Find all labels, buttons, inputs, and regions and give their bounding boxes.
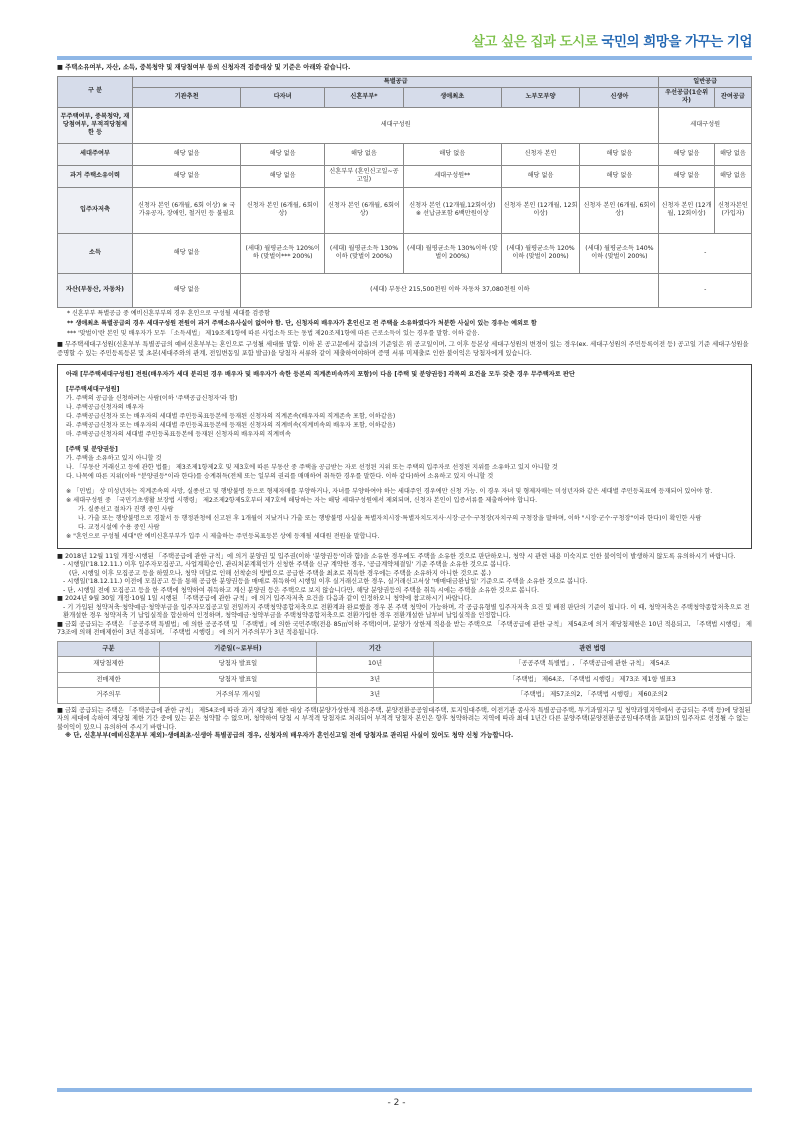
table-cell: 당첨자 발표일 (160, 672, 317, 688)
footer-rule (57, 1088, 752, 1092)
col-header: 노부모부양 (501, 87, 580, 107)
table-cell: 거주의무 개시일 (160, 688, 317, 704)
row-label: 무주택여부, 중복청약, 재당첨여부, 부적격당첨제한 등 (58, 107, 133, 143)
table-cell: 신혼부부 (혼인신고일~공고일) (325, 165, 404, 187)
table-cell: 3년 (317, 672, 434, 688)
row-label: 과거 주택소유이력 (58, 165, 133, 187)
paragraph: - 시행일('18.12.11.) 이후 입주자모집공고, 사업계획승인, 관리처분계획인가 신청한 주택을 신규 계약한 경우, '공급계약체결일' 기준 주택을 소유한 것으로 봅니다. (63, 561, 511, 569)
table-cell: 「주택법」 제64조, 「주택법 시행령」 제73조 제1항 별표3 (434, 672, 752, 688)
col-header: 관련 법령 (434, 641, 752, 657)
table-cell: - (659, 273, 752, 307)
table-cell: 해당 없음 (325, 143, 404, 165)
page-header (57, 21, 752, 51)
table-cell: 신청자 본인 (12개월, 12회이상) (659, 187, 714, 233)
row-label: 입주자저축 (58, 187, 133, 233)
header-rule (57, 56, 752, 60)
table-cell: 해당 없음 (133, 143, 241, 165)
table-cell: 해당 없음 (403, 143, 501, 165)
table-cell: 세대구성원 (659, 107, 752, 143)
box-note: ※ 세대구성원 중 「국민기초생활 보장법 시행령」 제2조제2항제5호부터 제7호에 해당하는 자는 해당 세대구성원에서 제외되며, 신청자 본인이 입증서류를 제출하여야 합니다. (66, 497, 538, 505)
restriction-table (57, 641, 752, 704)
paragraph: (단, 시행일 이후 모집공고 등을 하였으나, 청약 미달로 인해 선착순의 방법으로 공급한 주택을 최초로 취득한 경우에는 주택을 소유하지 아니한 것으로 봄.) (69, 569, 491, 577)
table-cell: 3년 (317, 688, 434, 704)
table-cell: 신청자 본인 (6개월, 6회이상) (241, 187, 325, 233)
table-cell: 재당첨제한 (58, 657, 160, 673)
table-cell: 당첨자 발표일 (160, 657, 317, 673)
table-cell: 해당 없음 (241, 165, 325, 187)
table-cell: 신청자 본인 (6개월, 6회 이상) ※ 국가유공자, 장애인, 철거민 등 불필요 (133, 187, 241, 233)
table-note: *** '맞벌이'란 본인 및 배우자가 모두 「소득세법」 제19조제1항에 따른 사업소득 또는 동법 제20조제1항에 따른 근로소득이 있는 경우를 말함. 이하 같음. (67, 330, 480, 338)
col-header: 잔여공급 (714, 87, 751, 107)
col-header: 기간 (317, 641, 434, 657)
table-cell: 해당 없음 (133, 233, 241, 273)
table-cell: 「주택법」 제57조의2, 「주택법 시행령」 제60조의2 (434, 688, 752, 704)
col-header: 구분 (58, 641, 160, 657)
table-cell: 신청자 본인 (12개월,12회이상) ※ 선납금포함 6백만원이상 (403, 187, 501, 233)
col-header: 기준일(~로부터) (160, 641, 317, 657)
col-header: 다자녀 (241, 87, 325, 107)
table-cell: (세대) 월평균소득 120%이하 (맞벌이*** 200%) (241, 233, 325, 273)
list-item: 다. 나목에 따른 지위(이하 "분양권등"이라 한다)를 승계취득(전체 또는 일부의 권리를 매매하여 취득한 경우를 말한다. 이하 같다)하여 소유하고 있지 아니할 것 (66, 473, 494, 481)
list-item: 다. 주택공급신청자 또는 배우자의 세대별 주민등록표등본에 등재된 신청자의 직계존속(배우자의 직계존속 포함, 이하같음) (66, 413, 396, 421)
intro-text: ■ 주택소유여부, 자산, 소득, 중복청약 및 재당첨여부 등의 신청자격 검증대상 및 기준은 아래와 같습니다. (57, 64, 351, 71)
table-cell: 해당 없음 (580, 165, 659, 187)
paragraph: ■ 무주택세대구성원(신혼부부 특별공급의 예비신혼부부는 혼인으로 구성될 세대를 말함. 이하 본 공고문에서 같음)의 기준일은 위 공고일이며, 그 이후 등본상 세대구성원의 변경이 있는 경우(ex. 세대구성원의 주민등록이전 등) 공고일 기준 세대구성원을 증명할 수 있는 주민등록등본 및 초본(세대주와의 관계, 전입변동일 포함 발급)을 당첨자 서류와 같이 제출하여야하며 증명 서류 미제출로 인한 불이익은 당첨자에게 있습니다. (57, 341, 749, 357)
table-cell: 신청자 본인 (6개월, 6회이상) (325, 187, 404, 233)
paragraph: - 기 가입된 청약저축·청약예금·청약부금을 입주자모집공고일 전일까지 주택청약종합저축으로 전환계좌 완료했을 경우 본 주택 청약이 가능하며, 각 공급유형별 입주자저축 요건 및 배점 판단의 기준이 됩니다. 이 때, 청약저축은 주택청약종합저축으로 전환개설한 경우 청약저축 기 납입실적을 합산하여 인정하며, 청약예금·청약부금을 주택청약종합저축으로 전환가입한 경우 전환개설한 납부비 납입실적을 인정합니다. (63, 603, 750, 620)
table-cell: 해당 없음 (714, 165, 751, 187)
table-note: * 신혼부부 특별공급 중 예비신혼부부의 경우 혼인으로 구성될 세대를 검증함 (67, 309, 270, 317)
list-item: 가. 주택의 공급을 신청하려는 사람(이하 '주택공급신청자'라 함) (66, 395, 238, 403)
table-cell: (세대) 월평균소득 130%이하 (맞벌이 200%) (325, 233, 404, 273)
table-cell: 10년 (317, 657, 434, 673)
group-special: 특별공급 (133, 76, 659, 87)
list-item: 나. 「부동산 거래신고 등에 관한 법률」 제3조제1항제2호 및 제3호에 따른 부동산 중 주택을 공급받는 자로 선정된 지위 또는 주택의 입주자로 선정된 지위를 소유하고 있지 아니할 것 (66, 464, 558, 472)
table-note: ** 생애최초 특별공급의 경우 세대구성원 전원이 과거 주택소유사실이 없어야 함. 단, 신청자의 배우자가 혼인신고 전 주택을 소유하였다가 처분한 사실이 있는 경우는 예외로 함 (67, 319, 537, 327)
table-cell: 신청자 본인 (501, 143, 580, 165)
table-cell: 신청자 본인 (12개월, 12회이상) (501, 187, 580, 233)
table-cell: 해당 없음 (133, 273, 241, 307)
box-note: ※ 「민법」 상 미성년자는 직계존속의 사망, 실종선고 및 행방불명 등으로 형제자매를 부양하거나, 자녀를 부양하여야 하는 세대주인 경우에만 신청 가능. 이 경우 자녀 및 형제자매는 미성년자와 같은 세대별 주민등록표에 등재되어 있어야 함. (66, 488, 713, 496)
table-cell: 해당 없음 (659, 165, 714, 187)
box-heading: [무주택세대구성원] (66, 386, 120, 394)
table-cell: 신청자 본인 (6개월, 6회이상) (580, 187, 659, 233)
col-gubun: 구 분 (58, 76, 133, 107)
table-cell: 해당 없음 (659, 143, 714, 165)
eligibility-table (57, 76, 752, 308)
table-cell: 세대구성원** (403, 165, 501, 187)
col-header: 신혼부부* (325, 87, 404, 107)
col-header: 신생아 (580, 87, 659, 107)
table-cell: (세대) 월평균소득 140%이하 (맞벌이 200%) (580, 233, 659, 273)
table-cell: 해당 없음 (133, 165, 241, 187)
table-cell: 「공공주택 특별법」, 「주택공급에 관한 규칙」 제54조 (434, 657, 752, 673)
table-cell: 해당 없음 (580, 143, 659, 165)
table-cell: 전매제한 (58, 672, 160, 688)
table-cell: (세대) 월평균소득 130%이하 (맞벌이 200%) (403, 233, 501, 273)
paragraph: ■ 금회 공급되는 주택은 「주택공급에 관한 규칙」 제54조에 따라 과거 재당첨 제한 대상 주택(분양가상한제 적용주택, 분양전환공공임대주택, 토지임대주택, 이전기관 종사자 특별공급주택, 투기과열지구 및 청약과열지역에서 공급되는 주택 등)에 당첨된 자의 세대에 속하여 재당첨 제한 기간 중에 있는 분은 청약할 수 없으며, 청약하여 당첨 시 부적격 당첨자로 처리되어 부적격 당첨자 본인은 향후 청약하려는 지역에 따라 최대 1년간 다른 분양주택(분양전환공공임대주택을 포함)의 입주자로 선정될 수 없는 불이익이 있으니 유의하여 주시기 바랍니다. (57, 706, 751, 731)
box-intro: 아래 [무주택세대구성원] 전원(배우자가 세대 분리된 경우 배우자 및 배우자가 속한 등본의 직계존비속까지 포함)이 다음 [주택 및 분양권등] 각목의 요건을 모두 갖춘 경우 무주택자로 판단 (66, 371, 575, 379)
paragraph: ■ 2024년 9월 30일 개정·10월 1일 시행된 「주택공급에 관한 규칙」에 의거 입주자저축 요건을 다음과 같이 인정하오니 청약에 참고하시기 바랍니다. (57, 595, 472, 603)
paragraph: ■ 금회 공급되는 주택은 「공공주택 특별법」에 의한 공공주택 및 「주택법」에 의한 국민주택(전용 85㎡이하 주택)이며, 분양가 상한제 적용을 받는 주택으로 「주택공급에 관한 규칙」 제54조에 의거 재당첨제한은 10년 적용되고, 「주택법 시행령」 제73조에 의해 전매제한이 3년 적용되며, 「주택법 시행령」 에 의거 거주의무가 3년 적용됩니다. (57, 620, 752, 637)
paragraph: ■ 2018년 12월 11일 개정·시행된 「주택공급에 관한 규칙」에 의거 분양권 및 입주권(이하 '분양권등'이라 함)을 소유한 경우에도 주택을 소유한 것으로 판단하오니, 청약 시 관련 내용 미숙지로 인한 불이익이 발생하지 않도록 유의하시기 바랍니다. (57, 552, 736, 560)
document-body (57, 64, 752, 741)
col-header: 생애최초 (403, 87, 501, 107)
table-cell: 해당 없음 (501, 165, 580, 187)
list-item: 라. 주택공급신청자 또는 배우자의 세대별 주민등록표등본에 등재된 신청자의 직계비속(직계비속의 배우자 포함, 이하같음) (66, 422, 396, 430)
table-cell: 신청자본인 (가입자) (714, 187, 751, 233)
box-note: ※ "혼인으로 구성될 세대"란 예비신혼부부가 입주 시 제출하는 주민등록표등본 상에 등재될 세대원 전원을 말합니다. (66, 532, 380, 540)
row-label: 소득 (58, 233, 133, 273)
table-cell: - (659, 233, 752, 273)
table-cell: 해당 없음 (241, 143, 325, 165)
row-label: 자산(부동산, 자동차) (58, 273, 133, 307)
box-heading: [주택 및 분양권등] (66, 446, 118, 454)
notice-box (57, 364, 752, 549)
slogan: 살고 싶은 집과 도시로 국민의 희망을 가꾸는 기업 (471, 34, 752, 50)
box-note: 다. 교정시설에 수용 중인 사람 (78, 524, 160, 531)
list-item: 나. 주택공급신청자의 배우자 (66, 404, 144, 412)
box-note: 나. 가출 또는 행방불명으로 경찰서 등 행정관청에 신고된 후 1개월이 지났거나 가출 또는 행방불명 사실을 특별자치시장·특별자치도지사·시장·군수·구청장(자치구의 구청장을 말하며, 이하 "시장·군수·구청장"이라 한다)이 확인한 사람 (78, 515, 702, 523)
col-header: 우선공급(1순위자) (659, 87, 714, 107)
list-item: 가. 주택을 소유하고 있지 아니할 것 (66, 455, 162, 463)
col-header: 기관추천 (133, 87, 241, 107)
final-note: ※ 단, 신혼부부(예비신혼부부 제외)·생애최초·신생아 특별공급의 경우, 신청자의 배우자가 혼인신고일 전에 당첨자로 관리된 사실이 있어도 청약 신청 가능합니다. (65, 732, 514, 740)
table-cell: 세대구성원 (133, 107, 659, 143)
list-item: 마. 주택공급신청자의 세대별 주민등록표등본에 등재된 신청자의 배우자의 직계비속 (66, 431, 291, 439)
table-cell: (세대) 부동산 215,500천원 이하 자동차 37,080천원 이하 (241, 273, 659, 307)
row-label: 세대주여부 (58, 143, 133, 165)
paragraph: - 단, 시행일 전에 모집공고 등을 한 주택에 청약하여 취득하고 계신 분양권 등은 주택으로 보지 않습니다만, 해당 분양권등의 주택을 취득 시에는 주택을 소유한 것으로 봅니다. (63, 586, 540, 594)
page-number: - 2 - (387, 1098, 406, 1108)
group-general: 일반공급 (659, 76, 752, 87)
table-cell: 거주의무 (58, 688, 160, 704)
table-cell: 해당 없음 (714, 143, 751, 165)
table-cell: (세대) 월평균소득 120%이하 (맞벌이 200%) (501, 233, 580, 273)
paragraph: - 시행일('18.12.11.) 이전에 모집공고 등을 통해 공급한 분양권등을 매매로 취득하여 시행일 이후 실거래신고한 경우, 실거래신고서상 '매매대금완납일' 기준으로 주택을 소유한 것으로 봅니다. (63, 578, 588, 586)
box-note: 가. 실종선고 절차가 진행 중인 사람 (78, 506, 174, 514)
